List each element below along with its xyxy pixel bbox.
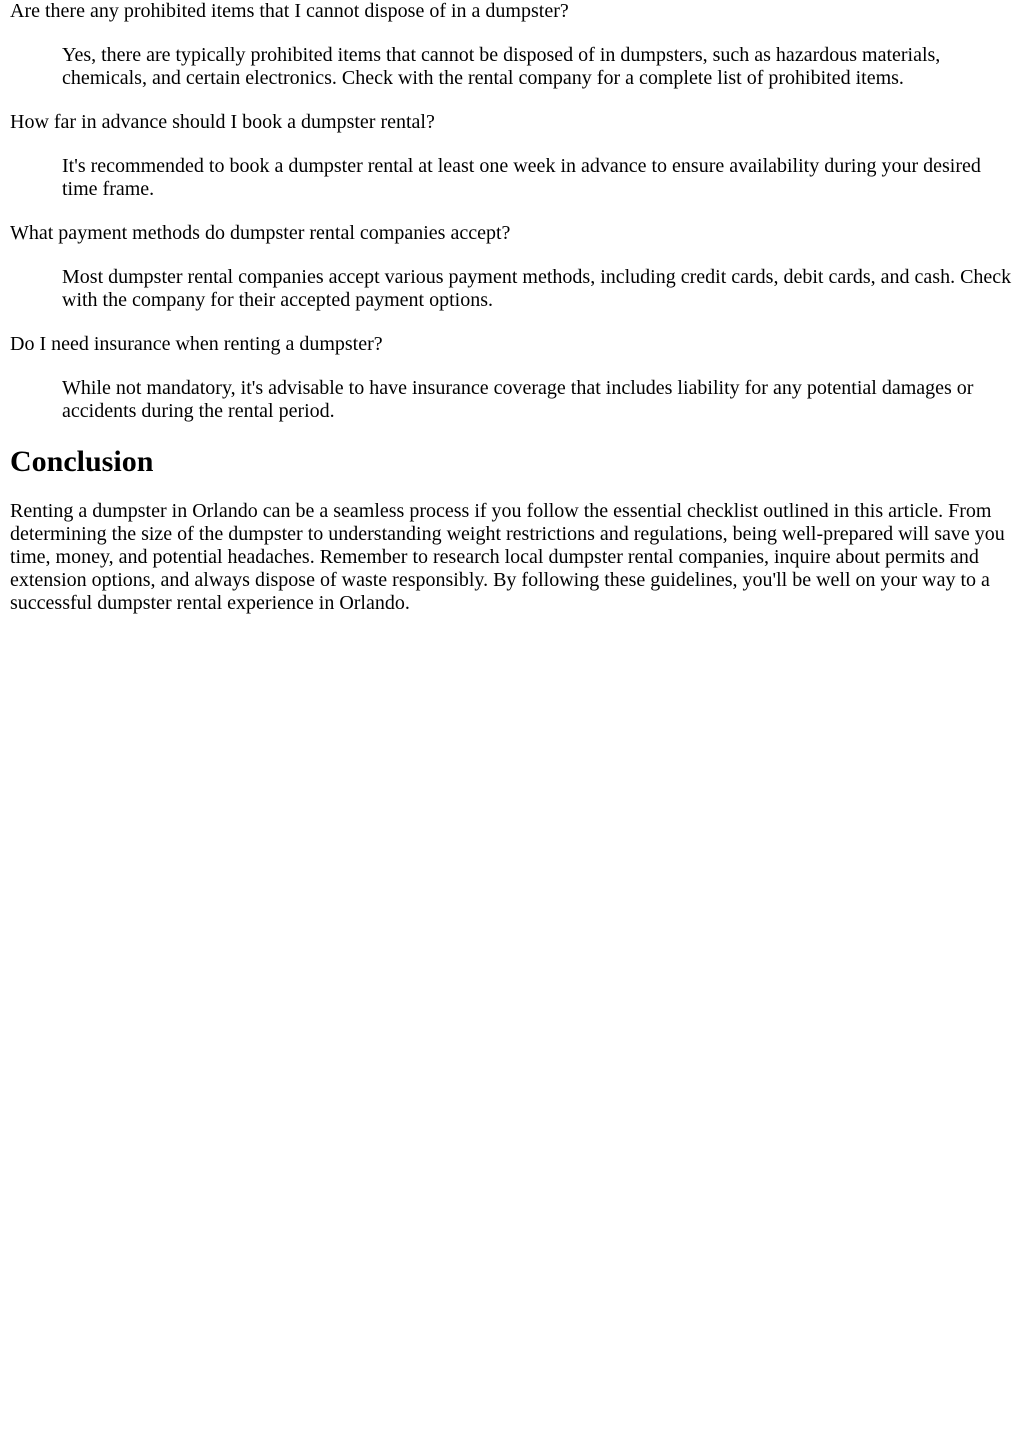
faq-answer: Most dumpster rental companies accept various payment methods, including credit cards, debit cards, and cash. Check with the company for their accepted payment options. [62, 266, 1012, 311]
faq-answer: It's recommended to book a dumpster rental at least one week in advance to ensure availability during your desired time frame. [62, 155, 981, 200]
conclusion-heading: Conclusion [10, 445, 154, 478]
conclusion-paragraph: Renting a dumpster in Orlando can be a seamless process if you follow the essential checklist outlined in this article. From determining the size of the dumpster to understanding weight restrictions and regulations, being well-prepared will save you time, money, and potential headaches. Remember to research local dumpster rental companies, inquire about permits and extension options, and always dispose of waste responsibly. By following these guidelines, you'll be well on your way to a successful dumpster rental experience in Orlando. [10, 500, 1005, 614]
faq-question: Do I need insurance when renting a dumpster? [10, 333, 383, 355]
faq-question: Are there any prohibited items that I cannot dispose of in a dumpster? [10, 0, 569, 22]
faq-question: How far in advance should I book a dumpster rental? [10, 111, 435, 133]
article-page [0, 0, 1024, 615]
faq-answer: Yes, there are typically prohibited items that cannot be disposed of in dumpsters, such as hazardous materials, chemicals, and certain electronics. Check with the rental company for a complete list of prohibited items. [62, 44, 941, 89]
faq-question: What payment methods do dumpster rental companies accept? [10, 222, 511, 244]
faq-list [10, 0, 1014, 423]
faq-answer: While not mandatory, it's advisable to have insurance coverage that includes liability for any potential damages or accidents during the rental period. [62, 377, 974, 422]
